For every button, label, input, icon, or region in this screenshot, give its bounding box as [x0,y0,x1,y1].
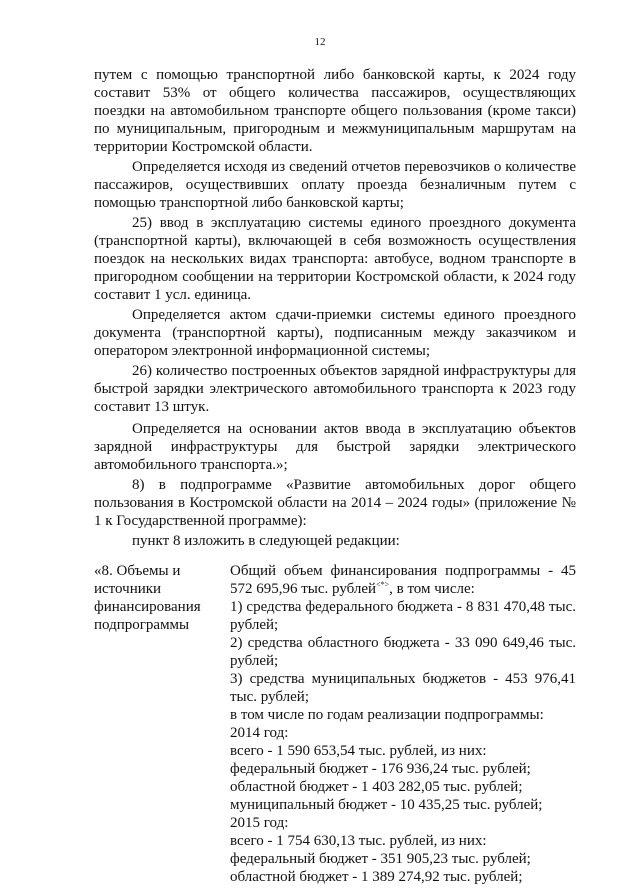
paragraph: 26) количество построенных объектов зарядной инфраструктуры для быстрой зарядки электрического автомобильного транспорта к 2023 году составит 13 штук. [94,363,576,415]
financing-line: федеральный бюджет - 176 936,24 тыс. рублей; [230,761,531,777]
financing-line: 1) средства федерального бюджета - 8 831 470,48 тыс. рублей; [230,599,576,633]
financing-table-values [230,562,576,886]
financing-line: 2015 год: [230,815,289,831]
financing-line: муниципальный бюджет - 10 435,25 тыс. рублей; [230,797,543,813]
page-number: 12 [314,36,326,48]
financing-line: областной бюджет - 1 389 274,92 тыс. рублей; [230,869,523,885]
paragraph: Определяется исходя из сведений отчетов перевозчиков о количестве пассажиров, осуществивших оплату проезда безналичным путем с помощью транспортной либо банковской карты; [94,159,576,211]
financing-table-label: «8. Объемы и источники финансирования подпрограммы [94,563,201,633]
financing-line: 2014 год: [230,725,289,741]
paragraph: пункт 8 изложить в следующей редакции: [132,533,400,549]
financing-total [230,562,576,598]
financing-table [94,562,576,886]
paragraph: Определяется на основании актов ввода в эксплуатацию объектов зарядной инфраструктуры для быстрой зарядки электрического автомобильного транспорта.»; [94,421,576,473]
footnote-marker: <*> [376,580,390,589]
financing-line: федеральный бюджет - 351 905,23 тыс. рублей; [230,851,531,867]
paragraph: путем с помощью транспортной либо банковской карты, к 2024 году составит 53% от общего количества пассажиров, осуществляющих поездки на автомобильном транспорте общего пользования (кроме такси) по муниципальным, пригородным и межмуниципальным маршрутам на территории Костромской области. [94,67,576,155]
paragraph: 8) в подпрограмме «Развитие автомобильных дорог общего пользования в Костромской области на 2014 – 2024 годы» (приложение № 1 к Государственной программе): [94,477,576,529]
financing-line: 2) средства областного бюджета - 33 090 649,46 тыс. рублей; [230,635,576,669]
financing-line: областной бюджет - 1 403 282,05 тыс. рублей; [230,779,523,795]
financing-line: в том числе по годам реализации подпрограммы: [230,707,544,723]
paragraph: 25) ввод в эксплуатацию системы единого проездного документа (транспортной карты), включающей в себя возможность осуществления поездок на нескольких видах транспорта: автобусе, водном транспорте в пригородном сообщении на территории Костромской области, к 2024 году составит 1 усл. единица. [94,215,576,303]
financing-line: всего - 1 590 653,54 тыс. рублей, из них: [230,743,487,759]
document-body [94,66,576,886]
financing-line: всего - 1 754 630,13 тыс. рублей, из них: [230,833,487,849]
financing-line: 3) средства муниципальных бюджетов - 453 976,41 тыс. рублей; [230,671,576,705]
paragraph: Определяется актом сдачи-приемки системы единого проездного документа (транспортной карты), подписанным между заказчиком и оператором электронной информационной системы; [94,307,576,359]
financing-total-suffix: , в том числе: [389,581,475,597]
financing-total-prefix: Общий объем финансирования подпрограммы - 45 572 695,96 тыс. рублей [230,563,576,597]
